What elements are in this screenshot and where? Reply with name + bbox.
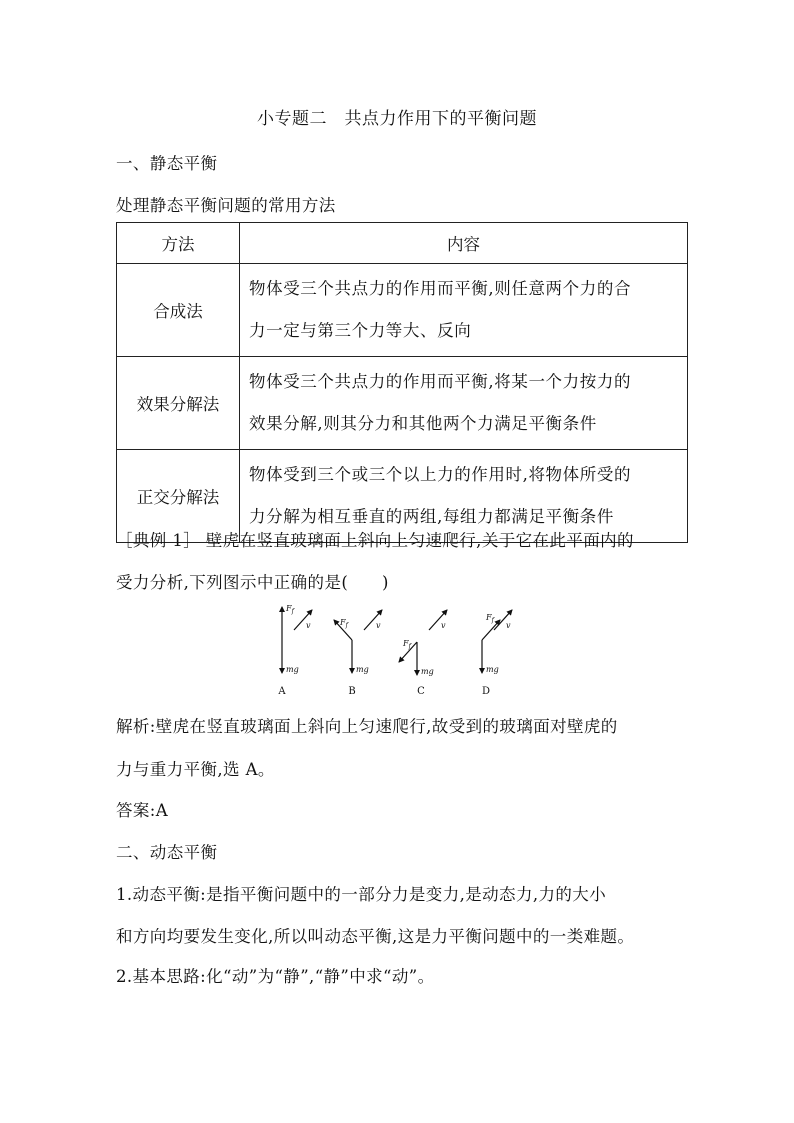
table-row <box>117 264 688 357</box>
paragraph-1-line1: 1.动态平衡:是指平衡问题中的一部分力是变力,是动态力,力的大小 <box>116 885 607 904</box>
page-title: 小专题二 共点力作用下的平衡问题 <box>257 109 537 129</box>
gravity-label-a: mg <box>286 665 299 674</box>
gravity-label-b: mg <box>356 665 369 674</box>
table-cell-line: 物体受到三个或三个以上力的作用时,将物体所受的 <box>249 465 632 484</box>
force-label-b: $F_f$ <box>340 618 348 629</box>
table-header-content: 内容 <box>240 223 688 264</box>
methods-table <box>116 222 688 543</box>
velocity-label-b: v <box>376 621 381 630</box>
option-label-a: A <box>278 686 286 697</box>
table-cell-line: 物体受三个共点力的作用而平衡,则任意两个力的合 <box>249 279 632 298</box>
table-cell-content <box>240 264 688 357</box>
section-heading-static: 一、静态平衡 <box>116 154 218 173</box>
option-label-b: B <box>348 686 356 697</box>
gravity-label-c: mg <box>421 667 434 676</box>
table-cell-line: 力一定与第三个力等大、反向 <box>249 321 472 340</box>
example-text-line1: ［典例 1］ 壁虎在竖直玻璃面上斜向上匀速爬行,关于它在此平面内的 <box>116 531 634 550</box>
paragraph-2: 2.基本思路:化“动”为“静”,“静”中求“动”。 <box>116 967 435 986</box>
velocity-label-a: v <box>306 621 311 630</box>
section-heading-dynamic: 二、动态平衡 <box>116 843 218 862</box>
velocity-label-d: v <box>506 621 511 630</box>
analysis-line2: 力与重力平衡,选 A。 <box>116 760 275 779</box>
section-intro: 处理静态平衡问题的常用方法 <box>116 196 336 215</box>
gravity-label-d: mg <box>486 665 499 674</box>
table-row <box>117 357 688 450</box>
force-diagram-figure <box>264 600 524 700</box>
table-cell-line: 力分解为相互垂直的两组,每组力都满足平衡条件 <box>249 507 614 526</box>
table-cell-line: 效果分解,则其分力和其他两个力满足平衡条件 <box>249 414 597 433</box>
analysis-line1: 解析:壁虎在竖直玻璃面上斜向上匀速爬行,故受到的玻璃面对壁虎的 <box>116 717 618 736</box>
table-cell-content <box>240 357 688 450</box>
table-header-method: 方法 <box>117 223 240 264</box>
option-label-c: C <box>417 686 425 697</box>
table-cell-method: 效果分解法 <box>117 357 240 450</box>
answer-text: 答案:A <box>116 801 169 820</box>
option-label-d: D <box>481 686 491 697</box>
table-cell-method: 正交分解法 <box>117 450 240 543</box>
force-label-a: $F_f$ <box>286 604 294 615</box>
table-cell-method: 合成法 <box>117 264 240 357</box>
example-text-line2: 受力分析,下列图示中正确的是( ) <box>116 573 389 592</box>
velocity-label-c: v <box>441 621 446 630</box>
paragraph-1-line2: 和方向均要发生变化,所以叫动态平衡,这是力平衡问题中的一类难题。 <box>116 927 635 946</box>
table-header-row <box>117 223 688 264</box>
force-label-d: $F_f$ <box>486 613 494 624</box>
table-cell-line: 物体受三个共点力的作用而平衡,将某一个力按力的 <box>249 372 632 391</box>
force-label-c: $F_f$ <box>403 639 411 650</box>
